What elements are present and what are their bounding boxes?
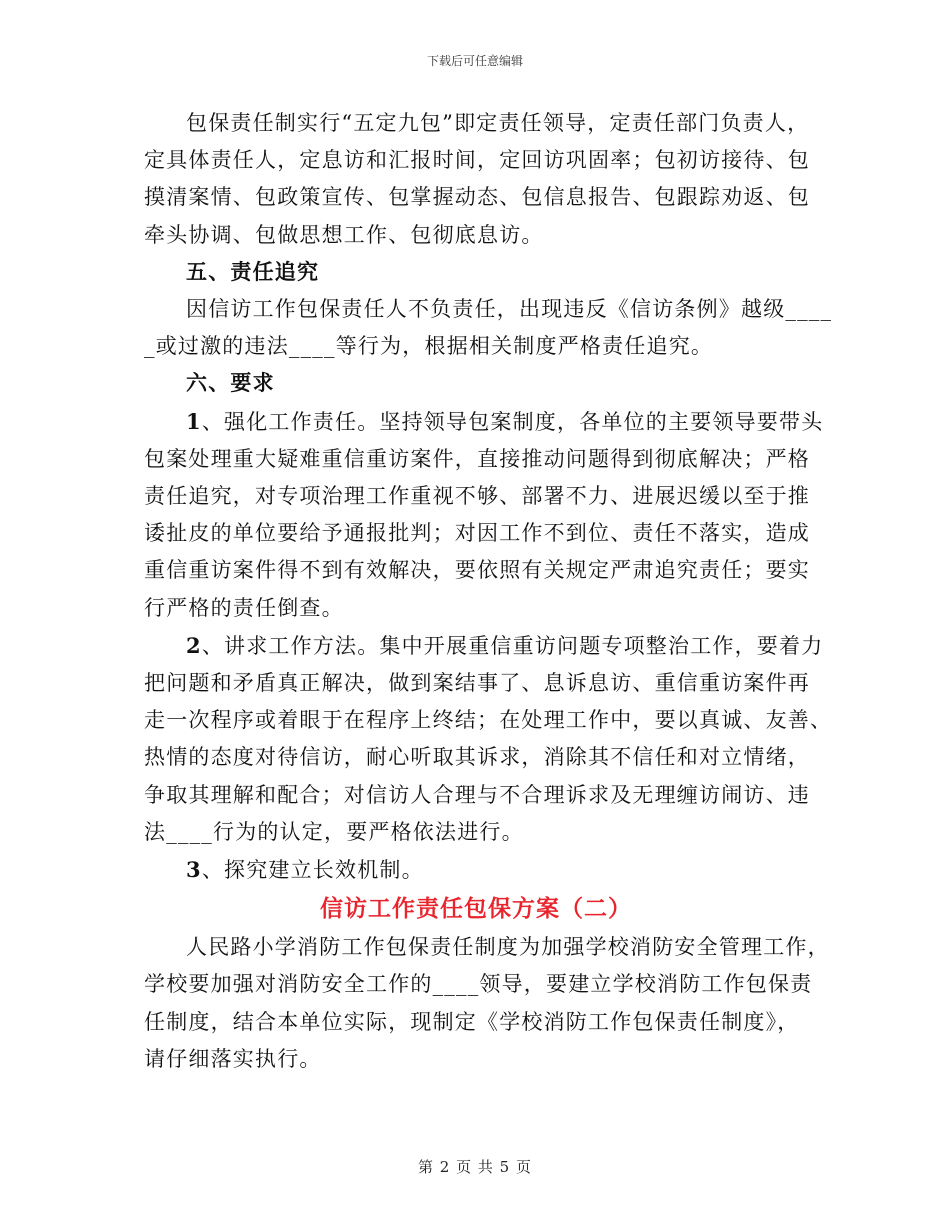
requirement-text: 、探究建立长效机制。 [201, 858, 424, 883]
paragraph-line: 法____行为的认定，要严格依法进行。 [144, 819, 524, 844]
paragraph-line: 请仔细落实执行。 [144, 1046, 322, 1071]
paragraph-line: 把问题和矛盾真正解决，做到案结事了、息诉息访、重信重访案件再 [144, 671, 810, 696]
section-heading-5: 五、责任追究 [186, 259, 320, 284]
paragraph-line: 因信访工作包保责任人不负责任，出现违反《信访条例》越级____ [186, 297, 833, 322]
document-body [144, 105, 833, 1078]
paragraph-line: 学校要加强对消防安全工作的____领导，要建立学校消防工作包保责 [144, 972, 813, 997]
requirement-number: 3 [186, 857, 202, 883]
paragraph-line: _或过激的违法____等行为，根据相关制度严格责任追究。 [144, 334, 714, 359]
paragraph-line: 任制度，结合本单位实际，现制定《学校消防工作包保责任制度》， [144, 1009, 800, 1034]
paragraph-line: 热情的态度对待信访，耐心听取其诉求，消除其不信任和对立情绪， [144, 745, 810, 770]
requirement-2-line [144, 627, 824, 665]
paragraph-line: 诿扯皮的单位要给予通报批判；对因工作不到位、责任不落实，造成 [144, 521, 810, 546]
paragraph-line: 重信重访案件得不到有效解决，要依照有关规定严肃追究责任；要实 [144, 558, 810, 583]
paragraph-line: 行严格的责任倒查。 [144, 595, 344, 620]
section-title-red: 信访工作责任包保方案（二） [320, 896, 632, 923]
paragraph-line: 牵头协调、包做思想工作、包彻底息访。 [144, 222, 544, 247]
page-number-footer: 第 2 页 共 5 页 [418, 1158, 532, 1176]
header-note: 下载后可任意编辑 [426, 54, 523, 68]
paragraph-line: 包案处理重大疑难重信重访案件，直接推动问题得到彻底解决；严格 [144, 446, 810, 471]
requirement-1-line [144, 403, 824, 441]
requirement-number: 2 [186, 632, 202, 658]
paragraph-line: 责任追究，对专项治理工作重视不够、部署不力、进展迟缓以至于推 [144, 484, 810, 509]
paragraph-line: 包保责任制实行“五定九包”即定责任领导，定责任部门负责人， [186, 111, 810, 135]
requirement-3-line [144, 851, 808, 889]
paragraph-line: 争取其理解和配合；对信访人合理与不合理诉求及无理缠访闹访、违 [144, 782, 810, 807]
requirement-text: 、强化工作责任。坚持领导包案制度，各单位的主要领导要带头 [201, 409, 824, 434]
requirement-number: 1 [186, 408, 202, 434]
paragraph-line: 走一次程序或着眼于在程序上终结；在处理工作中，要以真诚、友善、 [144, 708, 833, 733]
requirement-text: 、讲求工作方法。集中开展重信重访问题专项整治工作，要着力 [201, 633, 824, 658]
paragraph-line: 定具体责任人，定息访和汇报时间，定回访巩固率；包初访接待、包 [144, 148, 810, 173]
paragraph-line: 摸清案情、包政策宣传、包掌握动态、包信息报告、包跟踪劝返、包 [144, 185, 810, 210]
paragraph-line: 人民路小学消防工作包保责任制度为加强学校消防安全管理工作， [186, 935, 830, 960]
section-heading-6: 六、要求 [186, 371, 275, 396]
